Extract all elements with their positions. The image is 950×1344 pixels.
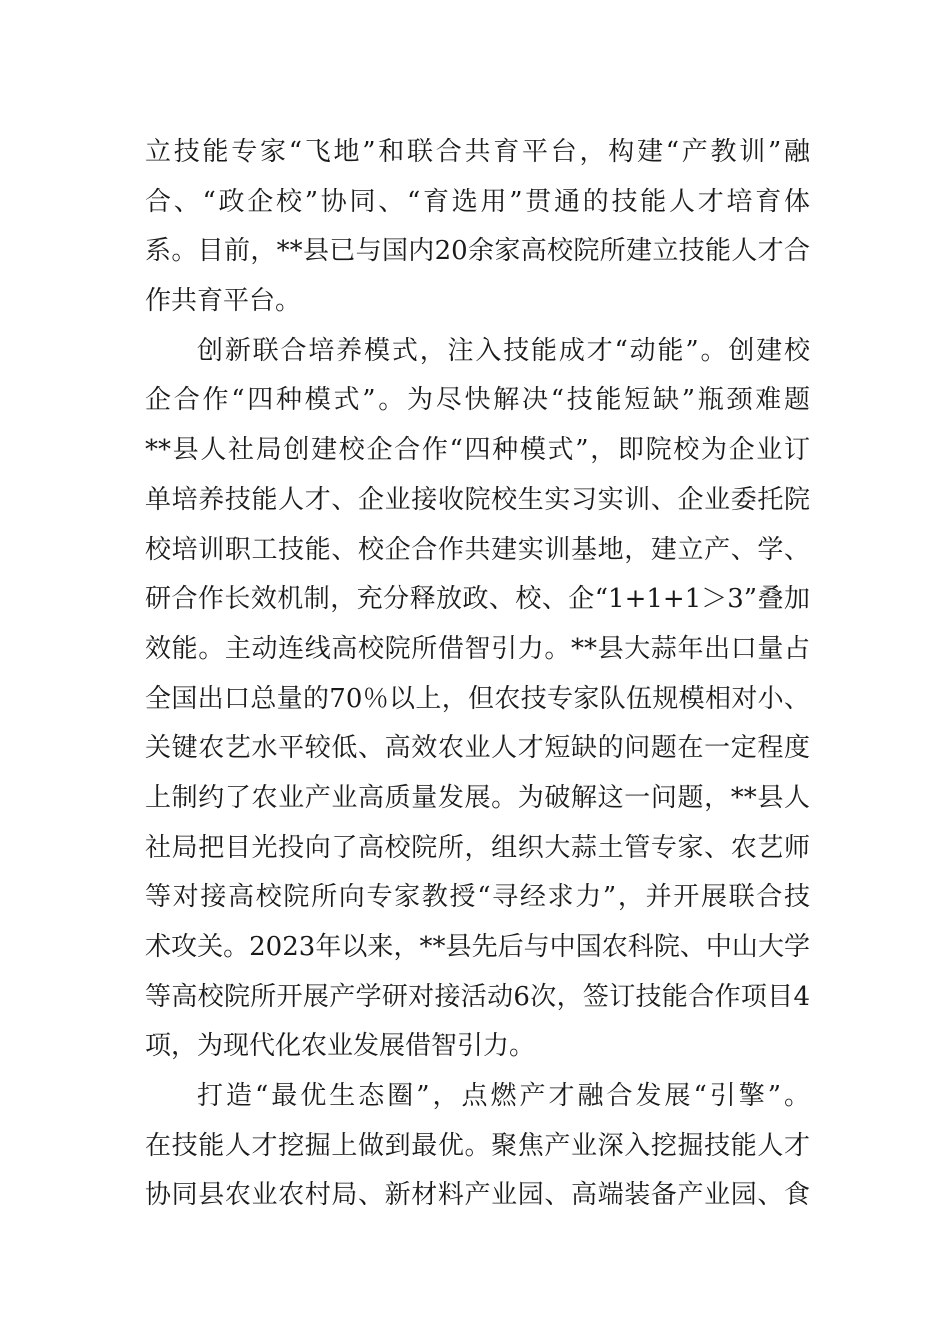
- text-line: 合、“政企校”协同、“育选用”贯通的技能人才培育体: [145, 186, 810, 217]
- text-line: **县人社局创建校企合作“四种模式”，即院校为企业订: [145, 435, 810, 466]
- paragraph-2: [145, 327, 810, 1072]
- text-line: 在技能人才挖掘上做到最优。聚焦产业深入挖掘技能人才: [145, 1130, 810, 1161]
- text-line: 企合作“四种模式”。为尽快解决“技能短缺”瓶颈难题: [145, 385, 810, 416]
- text-line: 等高校院所开展产学研对接活动6次，签订技能合作项目4: [145, 981, 810, 1012]
- text-line: 全国出口总量的70％以上，但农技专家队伍规模相对小、: [145, 683, 810, 714]
- text-line: 研合作长效机制，充分释放政、校、企“1+1+1＞3”叠加: [145, 584, 810, 615]
- text-line: 关键农艺水平较低、高效农业人才短缺的问题在一定程度: [145, 733, 810, 764]
- text-line: 创新联合培养模式，注入技能成才“动能”。创建校: [197, 335, 810, 366]
- text-line: 等对接高校院所向专家教授“寻经求力”，并开展联合技: [145, 882, 810, 913]
- text-line: 系。目前，**县已与国内20余家高校院所建立技能人才合: [145, 236, 810, 267]
- text-line: 术攻关。2023年以来，**县先后与中国农科院、中山大学: [145, 932, 810, 962]
- text-line: 校培训职工技能、校企合作共建实训基地，建立产、学、: [145, 534, 810, 565]
- paragraph-3: [145, 1072, 810, 1221]
- text-line: 效能。主动连线高校院所借智引力。**县大蒜年出口量占: [145, 633, 810, 664]
- text-line: 作共育平台。: [145, 286, 302, 317]
- paragraph-1: [145, 128, 810, 327]
- text-line: 项，为现代化农业发展借智引力。: [145, 1031, 536, 1062]
- text-line: 社局把目光投向了高校院所，组织大蒜土管专家、农艺师: [145, 832, 810, 863]
- text-line: 上制约了农业产业高质量发展。为破解这一问题，**县人: [145, 782, 810, 813]
- text-line: 单培养技能人才、企业接收院校生实习实训、企业委托院: [145, 484, 810, 515]
- document-body: [145, 128, 810, 1221]
- text-line: 立技能专家“飞地”和联合共育平台，构建“产教训”融: [145, 137, 810, 167]
- text-line: 打造“最优生态圈”，点燃产才融合发展“引擎”。: [197, 1081, 810, 1112]
- text-line: 协同县农业农村局、新材料产业园、高端装备产业园、食: [145, 1180, 810, 1211]
